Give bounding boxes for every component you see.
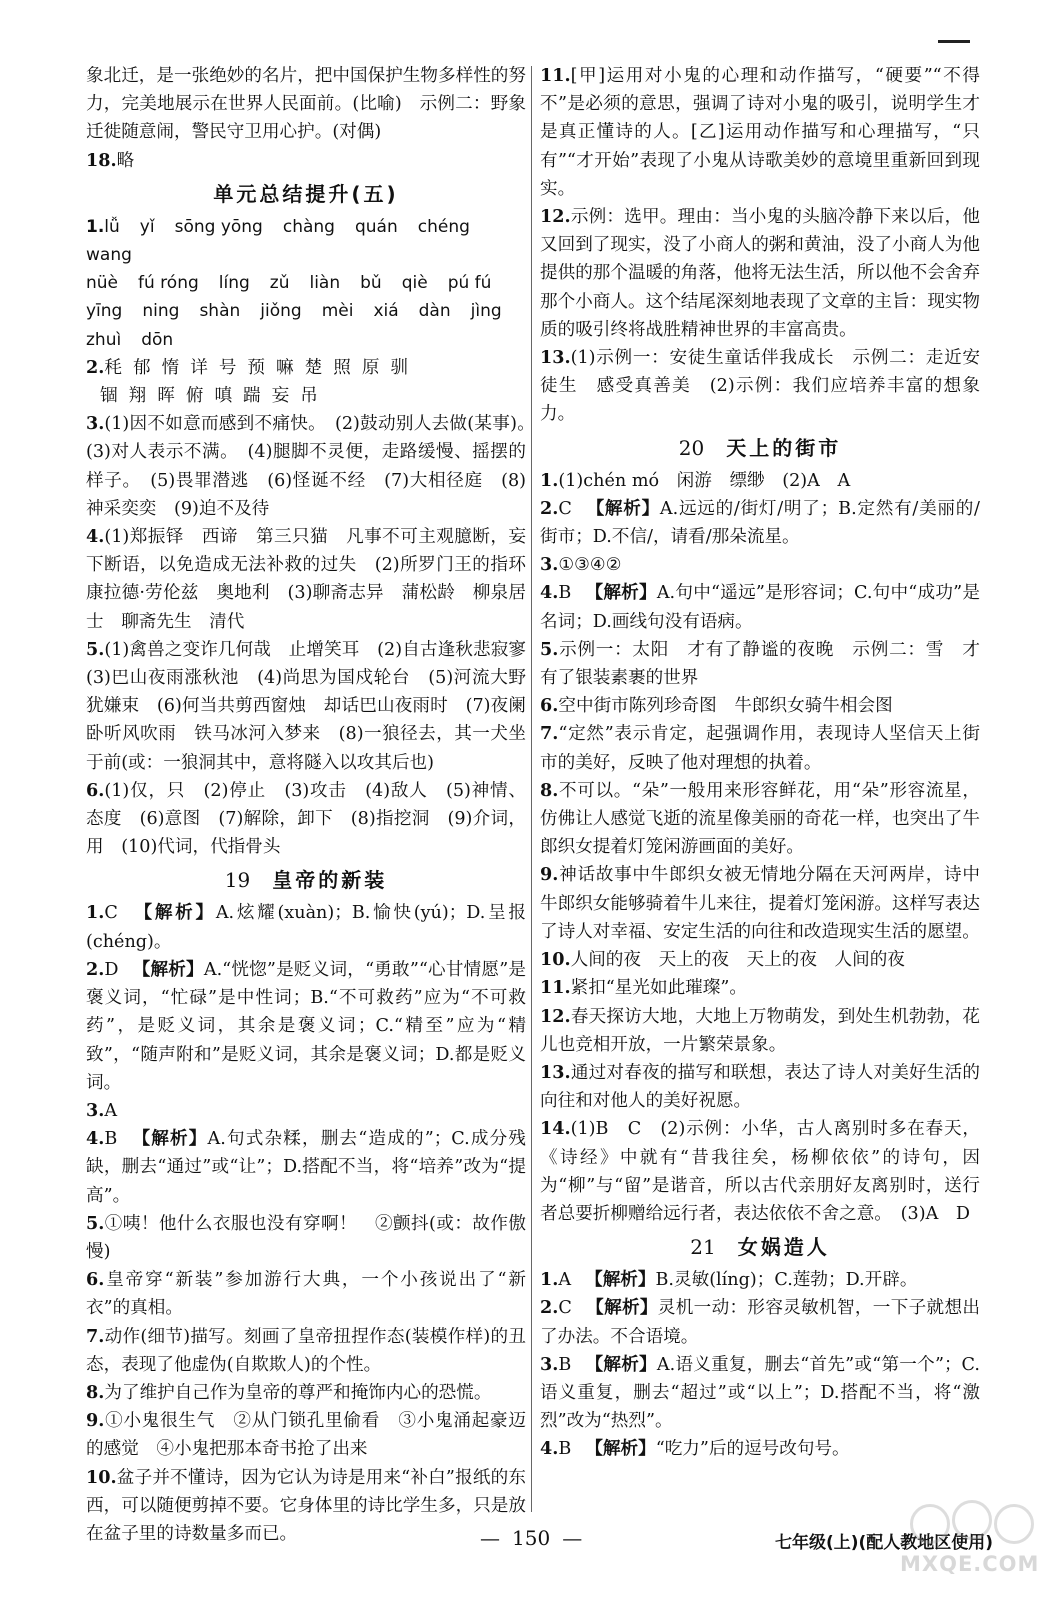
pinyin-word: yǐ <box>139 216 155 237</box>
answer-number: 8. <box>540 779 559 801</box>
character-answer: 惰 <box>161 357 180 378</box>
page-number: — 150 — <box>480 1526 583 1550</box>
analysis-tag: 【解析】 <box>585 1270 656 1291</box>
character-answer: 驯 <box>390 357 409 378</box>
answer-text: 神话故事中牛郎织女被无情地分隔在天河两岸，诗中牛郎织女能够骑着牛儿来往，提着灯笼闲游。这样写表达了诗人对幸福、安定生活的向往和改造现实生活的愿望。 <box>540 865 980 942</box>
answer-number: 6. <box>540 695 559 717</box>
answer-item <box>540 1059 980 1115</box>
pinyin-word: quán <box>354 216 398 237</box>
answer-text: 人间的夜 天上的夜 天上的夜 人间的夜 <box>570 950 905 971</box>
answer-number: 3. <box>540 1353 559 1375</box>
answer-choice: A <box>558 1270 572 1291</box>
answer-number: 2. <box>86 958 105 980</box>
answer-choice: D <box>104 959 119 980</box>
answer-item <box>86 1379 526 1407</box>
pinyin-word: zhuì <box>86 329 122 350</box>
section-19-answers <box>86 899 526 1548</box>
character-answer: 号 <box>218 357 237 378</box>
answer-text: A.炫耀(xuàn)；B.愉快(yú)；D.呈报(chéng)。 <box>86 903 526 952</box>
answer-item <box>86 1097 526 1125</box>
answer-choice: C <box>104 903 118 924</box>
answer-text: 不可以。“朵”一般用来形容鲜花，用“朵”形容流星，仿佛让人感觉飞逝的流星像美丽的奇花一样，也突出了牛郎织女提着灯笼闲游画面的美好。 <box>540 780 980 858</box>
pinyin-word: liàn <box>309 273 341 294</box>
answer-item <box>540 636 980 692</box>
character-answer: 踹 <box>243 386 261 407</box>
answer-choice: B <box>104 1129 118 1150</box>
answer-1-pinyin: 1.lǚ yǐ sōng yōng chàng quán chéngwang nüè fú róng líng zǔ liàn bǔ qiè pú fú yīng ning shàn jiǒng mèi xiá dàn jìng zhuì dōn <box>86 213 526 354</box>
answer-text: 盆子并不懂诗，因为它认为诗是用来“补白”报纸的东西，可以随便剪掉不要。它身体里的诗比学生多，只是放在盆子里的诗数量多而已。 <box>86 1467 526 1544</box>
character-answer: 照 <box>333 357 351 378</box>
answer-item <box>540 1294 980 1350</box>
answer-number: 4. <box>540 582 559 604</box>
answer-text: 皇帝穿“新装”参加游行大典，一个小孩说出了“新衣”的真相。 <box>86 1270 526 1319</box>
pinyin-word: yīng <box>86 301 123 322</box>
answer-item <box>540 692 980 720</box>
answer-5: 5.(1)禽兽之变诈几何哉 止增笑耳 (2)自古逢秋悲寂寥 (3)巴山夜雨涨秋池 (4)尚思为国戍轮台 (5)河流大野犹嫌束 (6)何当共剪西窗烛 却话巴山夜雨时 (7)夜阑卧听风吹雨 铁马冰河入梦来 (8)一狼径去，其一犬坐于前(或：一狼洞其中，意将隧入以攻其后也) <box>86 638 544 773</box>
character-answer: 郁 <box>132 357 151 378</box>
answer-number: 9. <box>86 1410 105 1432</box>
answer-text: 紧扣“星光如此璀璨”。 <box>570 978 747 999</box>
answer-item <box>540 1266 980 1294</box>
character-answer: 秏 <box>104 357 122 378</box>
answer-number: 8. <box>86 1381 105 1403</box>
answer-item <box>540 62 980 203</box>
answer-number: 6. <box>86 1269 105 1291</box>
answer-number: 7. <box>86 1325 105 1347</box>
pinyin-word: líng <box>218 273 250 294</box>
character-answer: 预 <box>247 357 266 378</box>
analysis-tag: 【解析】 <box>131 903 216 924</box>
column-divider <box>531 66 532 1512</box>
answer-number: 12. <box>540 206 571 228</box>
analysis-tag: 【解析】 <box>132 959 204 980</box>
answer-choice: C <box>558 498 572 519</box>
answer-text: (1)chén mó 闲游 缥缈 (2)A A <box>558 470 851 491</box>
section-title-20: 20 天上的街市 <box>678 435 842 460</box>
section-20-answers <box>540 467 980 1228</box>
answer-number: 10. <box>540 949 571 971</box>
answer-text: 春天探访大地，大地上万物萌发，到处生机勃勃，花儿也竞相开放，一片繁荣景象。 <box>540 1006 980 1055</box>
answer-text: A.句中“遥远”是形容词；C.句中“成功”是名词；D.画线句没有语病。 <box>540 583 980 632</box>
answer-text: B.灵敏(líng)；C.莲勃；D.开辟。 <box>655 1270 918 1291</box>
watermark-logo-icon <box>910 1504 950 1544</box>
answer-text: (1)B C (2)示例：小华，古人离别时多在春天，《诗经》中就有“昔我往矣，杨柳依依”的诗句，因为“柳”与“留”是谐音，所以古代亲朋好友离别时，送行者总要折柳赠给远行者，表达依依不舍之意。 (3)A D <box>540 1119 980 1224</box>
pinyin-word: pú fú <box>447 273 492 294</box>
answer-number: 9. <box>540 864 559 886</box>
section-title-21: 21 女娲造人 <box>690 1235 830 1260</box>
answer-item <box>540 974 980 1002</box>
answer-item <box>86 956 526 1097</box>
answer-item <box>540 579 980 635</box>
character-answer: 吊 <box>300 386 318 407</box>
answer-text: 通过对春夜的描写和联想，表达了诗人对美好生活的向往和对他人的美好祝愿。 <box>540 1062 980 1112</box>
grade-label: 七年级(上)(配人教地区使用) <box>775 1533 994 1553</box>
character-answer: 详 <box>190 357 208 378</box>
answer-item <box>86 1407 526 1463</box>
pinyin-word: dàn <box>418 301 451 322</box>
answer-continuation: 象北迁，是一张绝妙的名片，把中国保护生物多样性的努力，完美地展示在世界人民面前。(比喻) 示例二：野象迁徙随意闹，警民守卫用心护。(对偶) <box>86 66 526 143</box>
pinyin-word: chàng <box>282 216 335 237</box>
pinyin-word: shàn <box>199 301 241 322</box>
answer-number: 11. <box>540 65 571 86</box>
character-answer: 楚 <box>304 357 323 378</box>
section-title-19: 19 皇帝的新装 <box>224 868 388 893</box>
answer-number: 4. <box>540 1438 559 1460</box>
answer-number: 2. <box>540 497 559 519</box>
pinyin-word: lǚ <box>104 216 120 237</box>
answer-item <box>86 1266 526 1322</box>
answer-text: A.句式杂糅，删去“造成的”；C.成分残缺，删去“通过”或“让”；D.搭配不当，将“培养”改为“提高”。 <box>86 1129 526 1206</box>
analysis-tag: 【解析】 <box>585 1354 657 1375</box>
pinyin-word: dōn <box>141 329 174 350</box>
character-answer: 翔 <box>128 386 147 407</box>
answer-text: (1)示例一：安徒生童话伴我成长 示例二：走近安徒生 感受真善美 (2)示例：我们应培养丰富的想象力。 <box>540 348 980 425</box>
analysis-tag: 【解析】 <box>131 1129 208 1150</box>
character-answer: 嗔 <box>214 386 233 407</box>
character-answer: 妄 <box>271 386 290 407</box>
answer-4: 4.(1)郑振铎 西谛 第三只猫 凡事不可主观臆断，妄下断语，以免造成无法补救的过失 (2)所罗门王的指环 康拉德·劳伦兹 奥地利 (3)聊斋志异 蒲松龄 柳泉居士 聊斋先生 清代 <box>86 526 544 632</box>
answer-choice: B <box>558 1354 572 1375</box>
pinyin-word: bǔ <box>360 273 382 294</box>
pinyin-word: xiá <box>373 301 399 322</box>
analysis-tag: 【解析】 <box>585 1298 658 1319</box>
answer-item <box>540 1435 980 1463</box>
answer-18: 18.略 <box>86 149 135 171</box>
answer-number: 1. <box>540 469 559 491</box>
pinyin-word: jiǒng <box>260 301 302 322</box>
answer-number: 1. <box>86 902 105 924</box>
answer-text: 动作(细节)描写。刻画了皇帝扭捏作态(装模作样)的丑态，表现了他虚伪(自欺欺人)的个性。 <box>86 1326 526 1375</box>
answer-item <box>540 1115 980 1228</box>
answer-text: [甲]运用对小鬼的心理和动作描写，“硬要”“不得不”是必须的意思，强调了诗对小鬼的吸引，说明学生才是真正懂诗的人。[乙]运用动作描写和心理描写，“只有”“才开始”表现了小鬼从诗歌美妙的意境里重新回到现实。 <box>540 66 980 199</box>
answer-text: “定然”表示肯定，起强调作用，表现诗人坚信天上街市的美好，反映了他对理想的执着。 <box>540 724 980 773</box>
answer-number: 5. <box>540 638 559 660</box>
answer-choice: B <box>558 1439 572 1460</box>
answer-6: 6.(1)仅，只 (2)停止 (3)攻击 (4)敌人 (5)神情、态度 (6)意图 (7)解除，卸下 (8)指挖洞 (9)介词，用 (10)代词，代指骨头 <box>86 779 526 858</box>
answer-number: 14. <box>540 1118 571 1140</box>
answer-number: 12. <box>540 1005 571 1027</box>
watermark-logo-icon <box>952 1500 992 1540</box>
analysis-tag: 【解析】 <box>585 498 660 519</box>
answer-item <box>540 551 980 579</box>
answer-text: 空中街市陈列珍奇图 牛郎织女骑牛相会图 <box>558 696 893 717</box>
right-column <box>540 62 980 1464</box>
watermark-logo-icon <box>994 1504 1034 1544</box>
answer-number: 11. <box>540 977 571 999</box>
answer-text: “吃力”后的逗号改句号。 <box>655 1439 850 1460</box>
answer-item <box>540 720 980 776</box>
answer-text: ①小鬼很生气 ②从门锁孔里偷看 ③小鬼涌起豪迈的感觉 ④小鬼把那本奇书抢了出来 <box>86 1411 526 1460</box>
character-answer: 俯 <box>185 386 204 407</box>
pinyin-word: chéng <box>417 216 470 237</box>
answer-number: 13. <box>540 347 571 369</box>
answer-item <box>86 1323 526 1379</box>
answer-choice: A <box>104 1100 118 1121</box>
answer-text: 为了维护自己作为皇帝的尊严和掩饰内心的恐慌。 <box>104 1382 492 1403</box>
section-21-answers <box>540 1266 980 1463</box>
pinyin-word: fú róng <box>138 273 199 294</box>
top-rule <box>938 40 970 43</box>
answer-choice: B <box>558 583 572 604</box>
answer-number: 5. <box>86 1212 105 1234</box>
answer-text: ①咦！他什么衣服也没有穿啊！ ②颤抖(或：故作傲慢) <box>86 1213 526 1262</box>
answer-text: ①③④② <box>558 555 622 576</box>
answer-text: 灵机一动：形容灵敏机智，一下子就想出了办法。不合语境。 <box>540 1298 980 1347</box>
pinyin-word: qiè <box>401 273 428 294</box>
answer-item <box>540 1003 980 1059</box>
section-title-unit: 单元总结提升(五) <box>213 181 399 206</box>
character-answer: 嘛 <box>276 357 294 378</box>
answer-item <box>86 1125 526 1210</box>
answer-number: 3. <box>540 554 559 576</box>
watermark <box>900 1490 1050 1590</box>
pinyin-word: ning <box>142 301 180 322</box>
answer-number: 13. <box>540 1061 571 1083</box>
answer-2-chars: 2.秏 郁 惰 详 号 预 嘛 楚 照 原 驯 锢 翔 晖 俯 嗔 踹 妄 吊 <box>86 354 526 410</box>
answer-number: 2. <box>540 1297 559 1319</box>
answer-text: 示例：选甲。理由：当小鬼的头脑冷静下来以后，他又回到了现实，没了小商人的粥和黄油，没了小商人为他提供的那个温暖的角落，他将无法生活，所以他不会舍弃那个小商人。这个结尾深刻地表现了文章的主旨：现实物质的吸引终将战胜精神世界的丰富高贵。 <box>540 207 980 340</box>
analysis-tag: 【解析】 <box>585 1439 656 1460</box>
answer-text: A.远远的/街灯/明了；B.定然有/美丽的/街市；D.不信/，请看/那朵流星。 <box>540 498 980 548</box>
answer-item <box>540 495 980 551</box>
answer-item <box>540 946 980 974</box>
answer-number: 7. <box>540 723 559 745</box>
answer-item <box>540 203 980 344</box>
pinyin-word: nüè <box>86 273 119 294</box>
pinyin-word: jìng <box>470 301 502 322</box>
answer-item <box>540 467 980 495</box>
answer-text: 示例一：太阳 才有了静谧的夜晚 示例二：雪 才有了银装素裹的世界 <box>540 639 980 689</box>
answer-3: 3.(1)因不如意而感到不痛快。 (2)鼓动别人去做(某事)。 (3)对人表示不满。 (4)腿脚不灵便，走路缓慢、摇摆的样子。 (5)畏罪潜逃 (6)怪诞不经 (7)大相径庭 (8)神采奕奕 (9)迫不及待 <box>86 413 544 519</box>
pinyin-word: mèi <box>321 301 354 322</box>
answer-number: 1. <box>540 1269 559 1291</box>
answer-item <box>86 1210 526 1266</box>
pinyin-word: sōng yōng <box>174 216 263 237</box>
pinyin-word: zǔ <box>269 273 290 294</box>
answer-number: 3. <box>86 1099 105 1121</box>
answer-text: A.“恍惚”是贬义词，“勇敢”“心甘情愿”是褒义词，“忙碌”是中性词；B.“不可救药”应为“不可救药”，是贬义词，其余是褒义词；C.“精至”应为“精致”，“随声附和”是贬义词，其余是褒义词；D.都是贬义词。 <box>86 959 526 1093</box>
answer-item <box>540 777 980 862</box>
answer-text: A.语义重复，删去“首先”或“第一个”；C.语义重复，删去“超过”或“以上”；D.搭配不当，将“激烈”改为“热烈”。 <box>540 1354 980 1432</box>
answer-item <box>540 344 980 429</box>
answer-item <box>86 899 526 955</box>
character-answer: 锢 <box>100 386 118 407</box>
answer-number: 4. <box>86 1128 105 1150</box>
answer-number: 10. <box>86 1466 117 1488</box>
character-answer: 晖 <box>157 386 175 407</box>
watermark-url: MXQE.COM <box>900 1552 1040 1576</box>
answer-item <box>540 861 980 946</box>
answer-choice: C <box>558 1298 572 1319</box>
section-19-answers-continued <box>540 62 980 429</box>
pinyin-word: wang <box>86 245 132 266</box>
character-answer: 原 <box>361 357 380 378</box>
analysis-tag: 【解析】 <box>585 583 657 604</box>
answer-item <box>540 1351 980 1436</box>
